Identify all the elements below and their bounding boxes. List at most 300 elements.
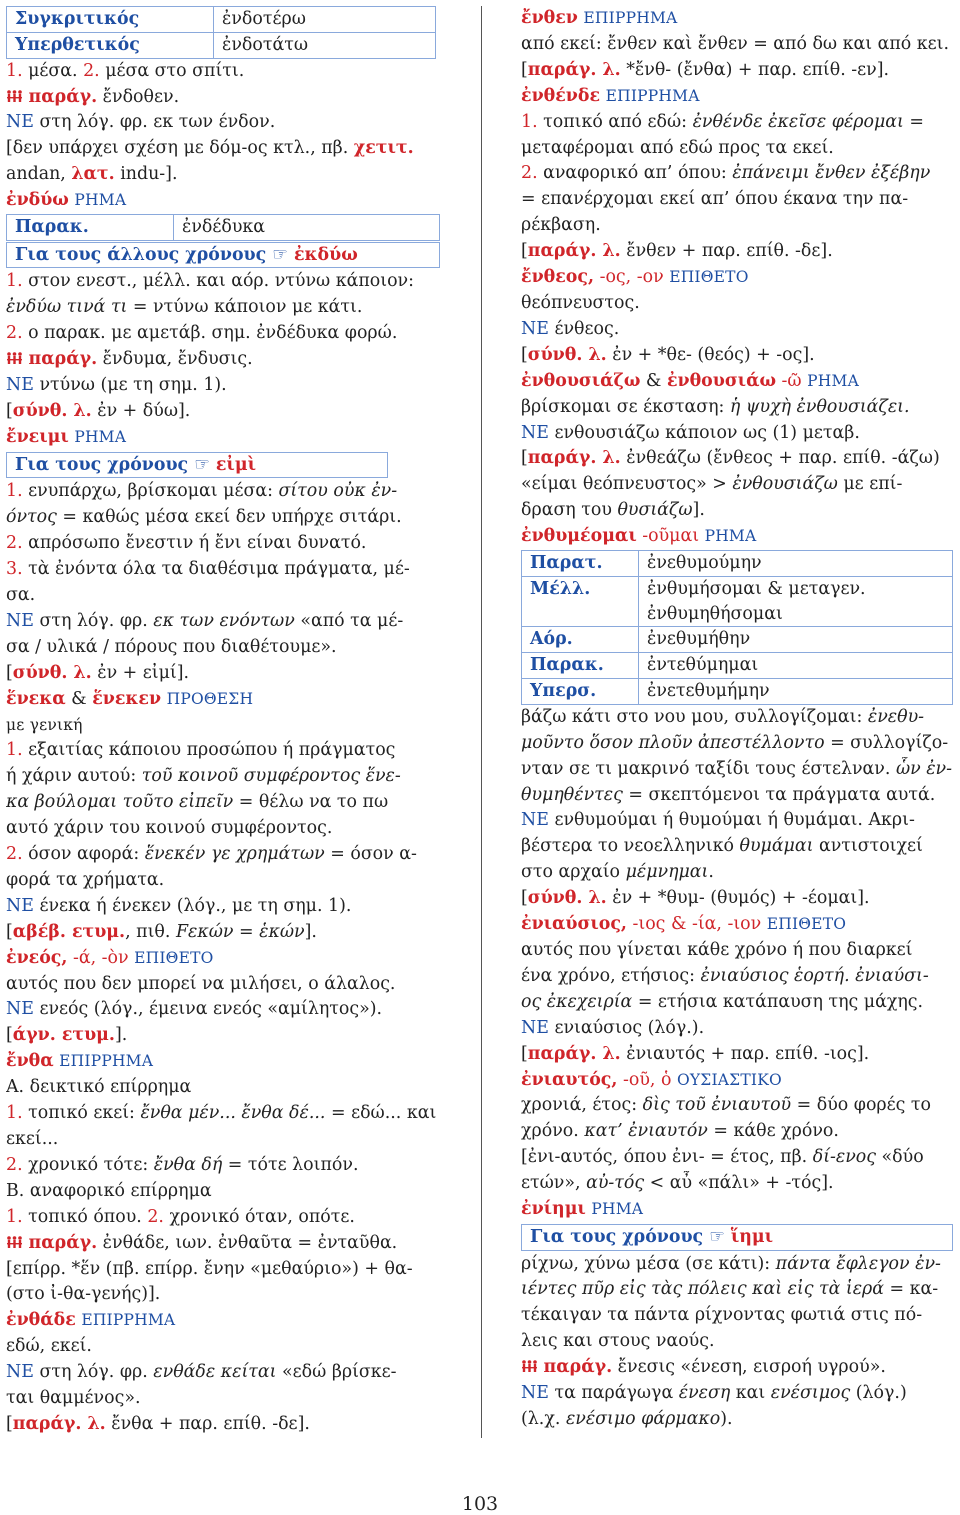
sense-number: 1. <box>6 481 23 502</box>
example: κα βούλομαι τοῦτο εἰπεῖν <box>6 792 234 813</box>
derivative-label: παράγ. <box>28 349 98 370</box>
headword: ἐνιαύσιος, <box>521 914 627 935</box>
text-line <box>521 990 955 1016</box>
cross-reference-link[interactable]: ἵημι <box>730 1226 774 1247</box>
example: ὧν ἐν- <box>895 758 952 779</box>
text-line <box>521 395 955 421</box>
entry-headword <box>521 265 955 291</box>
text: = θέλω να το πω <box>233 792 389 813</box>
headword: ἔνειμι <box>6 426 69 447</box>
text: = ντύνω κάποιον με κάτι. <box>127 297 363 318</box>
text: *ἔνθ- (ἔνθα) + παρ. επίθ. -εν]. <box>620 59 890 80</box>
text-line <box>6 1153 440 1179</box>
text: ἐνθεάζω (ἔνθεος + παρ. επίθ. -άζω) <box>620 448 940 469</box>
text: (λ.χ. <box>521 1408 566 1429</box>
example: μοῦντο ὅσον πλοῦν ἀπεστέλλοντο <box>521 732 825 753</box>
headword: ἐνθάδε <box>6 1310 76 1331</box>
text-line <box>6 269 440 295</box>
headword: ἔνθεος, <box>521 267 595 288</box>
sense-number: 2. <box>83 60 100 81</box>
label: λατ. <box>71 164 115 185</box>
text: χρονιά, έτος: <box>521 1095 643 1116</box>
text: [ <box>6 400 13 421</box>
text: ο παρακ. με αμετάβ. σημ. ἐνδέδυκα φορώ. <box>22 323 398 344</box>
text-line <box>6 1101 440 1127</box>
text-line <box>6 321 440 347</box>
table-key: Αόρ. <box>522 627 639 653</box>
example: όντος <box>6 507 57 528</box>
example: ἐνθένδε ἐκεῖσε φέρομαι <box>692 111 904 132</box>
modern-greek-label: ΝΕ <box>6 1362 34 1383</box>
modern-greek-label: ΝΕ <box>6 999 34 1020</box>
entry-headword <box>6 1049 440 1075</box>
family-glyph-icon <box>6 351 23 365</box>
headword: ἐνδύω <box>6 190 69 211</box>
text-line: [αβέβ. ετυμ., πιθ. Fεκών = ἑκών]. <box>6 921 317 942</box>
text-line: [παράγ. λ. ἔνθα + παρ. επίθ. -δε]. <box>6 1413 310 1434</box>
table-row <box>522 576 953 627</box>
text-line <box>6 531 440 557</box>
text-line <box>6 162 440 188</box>
example: ενέσιμο φάρμακο <box>565 1408 721 1429</box>
text: ενεός (λόγ., έμεινα ενεός «αμίλητος»). <box>33 999 383 1020</box>
table-value: ἐνετεθυμήμην <box>639 679 953 705</box>
pointing-hand-icon: ☞ <box>272 244 288 265</box>
part-of-speech: ΡΗΜΑ <box>74 427 127 446</box>
text-line <box>521 860 955 886</box>
part-of-speech: ΕΠΙΡΡΗΜΑ <box>59 1052 154 1071</box>
sense-number: 1. <box>6 1103 23 1124</box>
headword: ἕνεκεν <box>92 688 162 709</box>
text: «εδώ βρίσκε- <box>276 1362 397 1383</box>
text: = εδώ... και <box>325 1103 437 1124</box>
table-row <box>7 32 436 58</box>
sense-number: 2. <box>6 844 23 865</box>
headword: ἔνθα <box>6 1051 54 1072</box>
text-line <box>6 764 440 790</box>
family-glyph-icon <box>6 89 23 103</box>
table-row <box>7 7 436 33</box>
table-key: Παρακ. <box>522 653 639 679</box>
table-value <box>639 576 953 627</box>
etymology-label: σύνθ. λ. <box>12 400 92 421</box>
text: (λόγ.) <box>850 1383 907 1404</box>
text-line: αυτός που γίνεται κάθε χρόνο ή που διαρκεί <box>521 939 913 960</box>
text-line <box>6 557 440 583</box>
example: δὶς τοῦ ἐνιαυτοῦ <box>642 1095 792 1116</box>
part-of-speech: ΡΗΜΑ <box>807 371 859 390</box>
pointing-hand-icon: ☞ <box>709 1226 725 1247</box>
text: αντιστοιχεί <box>813 836 923 857</box>
text: = δύο φορές το <box>791 1095 932 1116</box>
text: ). <box>720 1408 733 1429</box>
text: ενιαύσιος (λόγ.). <box>548 1017 705 1038</box>
example: ἐνδύω τινά τι <box>6 297 128 318</box>
example: ιέντες πῦρ εἰς τὰς πόλεις καὶ εἰς τὰ ἱερά <box>521 1279 885 1300</box>
text: ἔνδοθεν. <box>97 86 180 107</box>
text-line: [άγν. ετυμ.]. <box>6 1025 128 1046</box>
text: ένα χρόνο, ετήσιος: <box>521 965 701 986</box>
etymology-label: παράγ. λ. <box>527 448 621 469</box>
sense-number: 2. <box>521 163 538 184</box>
modern-greek-label: ΝΕ <box>521 810 549 831</box>
text: = ετήσια κατάπαυση της μάχης. <box>632 991 924 1012</box>
text-line <box>521 317 955 343</box>
table-key: Υπερσ. <box>522 679 639 705</box>
headword: ἔνθεν <box>521 8 578 28</box>
text: εξαιτίας κάποιου προσώπου ή πράγματος <box>22 740 396 761</box>
example: ἔνθα δή <box>153 1154 223 1175</box>
table-value: ἐνδοτέρω <box>214 7 436 33</box>
table-key: Παρατ. <box>522 551 639 577</box>
text-line <box>521 1093 955 1119</box>
text: τοπικό από εδώ: <box>537 111 693 132</box>
example: ενέσιμος <box>770 1383 851 1404</box>
text-line <box>521 783 955 809</box>
entry-headword <box>521 369 955 395</box>
text: = όσον α- <box>324 844 417 865</box>
modern-greek-label: ΝΕ <box>6 610 34 631</box>
part-of-speech: ΕΠΙΡΡΗΜΑ <box>605 86 700 105</box>
family-glyph-icon <box>6 1235 23 1249</box>
text: [δεν υπάρχει σχέση με δόμ-ος κτλ., πβ. <box>6 138 354 159</box>
sense-number: 3. <box>6 559 23 580</box>
text: με επί- <box>837 474 903 495</box>
text: μέσα στο σπίτι. <box>99 60 245 81</box>
tense-table <box>521 550 953 705</box>
entry-headword <box>521 1068 955 1094</box>
text: «είμαι θεόπνευστος» > <box>521 474 733 495</box>
text-line <box>6 399 440 425</box>
text: < αὖ «πάλι» + -τός]. <box>644 1173 834 1194</box>
etymology-label: παράγ. λ. <box>527 1043 621 1064</box>
text-line <box>6 842 440 868</box>
example: ένεση <box>678 1383 731 1404</box>
note-label: Για τους χρόνους <box>15 454 189 475</box>
part-of-speech: ΡΗΜΑ <box>74 191 127 210</box>
headword: ἐνθένδε <box>521 85 601 106</box>
text: στη λόγ. φρ. <box>33 610 154 631</box>
text-line: [σύνθ. λ. ἐν + *θε- (θεός) + -ος]. <box>521 344 815 365</box>
modern-greek-label: ΝΕ <box>521 1383 549 1404</box>
example: πάντα ἔφλεγον ἐν- <box>775 1253 941 1274</box>
text-line <box>6 1360 440 1386</box>
text-line: Β. αναφορικό επίρρημα <box>6 1180 212 1201</box>
text-line <box>521 472 955 498</box>
text: ἐν + εἰμί]. <box>91 662 190 683</box>
example: ἐνεθυ- <box>867 706 925 727</box>
part-of-speech: ΕΠΙΘΕΤΟ <box>669 268 749 287</box>
text: χρόνο. <box>521 1121 585 1142</box>
headword: ἐνιαυτός, <box>521 1069 618 1090</box>
text-line: μεταφέρομαι από εδώ προς τα εκεί. <box>521 137 834 158</box>
text: = σκεπτόμενοι τα πράγματα αυτά. <box>622 784 936 805</box>
left-column <box>6 6 440 1438</box>
text-line: με γενική <box>6 715 83 734</box>
etymology-label: παράγ. λ. <box>12 1413 106 1434</box>
text: ενθυμούμαι ή θυμούμαι ή θυμάμαι. Ακρι- <box>548 810 915 831</box>
inflection: -ῶ <box>776 370 802 391</box>
sense-number: 2. <box>6 323 23 344</box>
entry-headword <box>521 84 955 110</box>
text-line <box>521 498 955 524</box>
example: ἔνθα μέν... ἔνθα δέ... <box>140 1103 326 1124</box>
example: ἐνθουσιάζω <box>732 474 838 495</box>
text: τα παράγωγα <box>548 1383 679 1404</box>
cross-reference-note <box>521 1224 953 1251</box>
text: , πιθ. <box>125 921 176 942</box>
text: . <box>708 862 714 883</box>
text-line <box>6 85 440 111</box>
text-line <box>521 964 955 990</box>
part-of-speech: ΠΡΟΘΕΣΗ <box>166 689 254 708</box>
text: ή χάριν αυτού: <box>6 766 142 787</box>
headword: ἐνθουσιάω <box>666 370 777 391</box>
sense-number: 2. <box>6 1154 23 1175</box>
text: = συλλογίζο- <box>824 732 949 753</box>
tense-table <box>6 214 440 241</box>
text-line: = επανέρχομαι εκεί απ’ όπου έκανα την πα- <box>521 189 909 210</box>
text-line <box>521 705 955 731</box>
text: = <box>903 111 924 132</box>
text-line <box>521 421 955 447</box>
example: μέμνημαι <box>625 862 709 883</box>
sense-number: 2. <box>147 1206 164 1227</box>
etymology-label: άγν. ετυμ. <box>12 1025 115 1046</box>
sense-number: 1. <box>521 111 538 132</box>
headword: ἐνίημι <box>521 1199 586 1220</box>
text: ντύνω (με τη σημ. 1). <box>33 375 227 396</box>
text-line: σα. <box>6 584 36 605</box>
right-column <box>521 6 955 1433</box>
text: μέσα. <box>22 60 84 81</box>
text-line: θεόπνευστος. <box>521 292 640 313</box>
example: κατ’ ἐνιαυτόν <box>584 1121 708 1142</box>
text: ἐνιαυτός + παρ. επίθ. -ιος]. <box>620 1043 870 1064</box>
text-line <box>6 505 440 531</box>
cross-reference-note <box>6 242 440 269</box>
pointing-hand-icon: ☞ <box>194 454 210 475</box>
entry-headword <box>6 425 440 451</box>
text-line <box>521 1016 955 1042</box>
text-line: ται θαμμένος». <box>6 1388 141 1409</box>
example: θυμηθέντες <box>521 784 623 805</box>
text-line <box>521 1407 955 1433</box>
text: βέστερα το νεοελληνικό <box>521 836 740 857</box>
text: νταν σε τι μακρινό ταξίδι τους έστελναν. <box>521 758 896 779</box>
text: και <box>730 1383 771 1404</box>
text-line: (στο ἰ-θα-γενής)]. <box>6 1284 161 1305</box>
text: στον ενεστ., μέλλ. και αόρ. ντύνω κάποιον: <box>22 271 414 292</box>
text-line <box>521 1252 955 1278</box>
text-line <box>521 161 955 187</box>
derivative-label: παράγ. <box>28 86 98 107</box>
text: στο αρχαίο <box>521 862 626 883</box>
text-line <box>521 834 955 860</box>
table-row <box>522 679 953 705</box>
example: τοῦ κοινοῦ συμφέροντος ἕνε- <box>141 766 401 787</box>
headword: ἐνθουσιάζω <box>521 370 641 391</box>
text: ετών», <box>521 1173 587 1194</box>
text: απρόσωπο ἔνεστιν ή ἔνι είναι δυνατό. <box>22 533 367 554</box>
entry-headword <box>521 524 955 550</box>
part-of-speech: ΕΠΙΡΡΗΜΑ <box>81 1311 176 1330</box>
text: ρίχνω, χύνω μέσα (σε κάτι): <box>521 1253 776 1274</box>
text-line <box>521 1355 955 1381</box>
text: indu-]. <box>114 164 178 185</box>
table-row <box>522 551 953 577</box>
etymology-label: σύνθ. λ. <box>12 662 92 683</box>
etymology-label: παράγ. λ. <box>527 59 621 80</box>
text-line: από εκεί: ἔνθεν καὶ ἔνθεν = από δω και από κει. <box>521 33 949 54</box>
modern-greek-label: ΝΕ <box>6 895 34 916</box>
text-line <box>521 731 955 757</box>
text-line <box>521 1145 955 1171</box>
text: ἔνδυμα, ἔνδυσις. <box>97 349 253 370</box>
text: χρονικό όταν, οπότε. <box>163 1206 355 1227</box>
etymology-label: παράγ. λ. <box>527 241 621 262</box>
text: «δύο <box>876 1147 924 1168</box>
entry-headword <box>6 946 440 972</box>
text: = τότε λοιπόν. <box>222 1154 359 1175</box>
entry-headword <box>521 6 955 32</box>
part-of-speech: ΡΗΜΑ <box>591 1200 644 1219</box>
entry-headword <box>6 1308 440 1334</box>
example: εκ των ενόντων <box>153 610 295 631</box>
part-of-speech: ΟΥΣΙΑΣΤΙΚΟ <box>676 1070 782 1089</box>
text-line: αυτό χάριν του κοινού συμφέροντος. <box>6 818 333 839</box>
page-number: 103 <box>461 1493 499 1515</box>
table-row <box>522 653 953 679</box>
example: Fεκών = ἑκών <box>175 921 305 942</box>
text: ἔνθεν + παρ. επίθ. -δε]. <box>620 241 833 262</box>
table-value-line: ἐνθυμηθήσομαι <box>647 603 783 624</box>
text-line: [παράγ. λ. ἔνθεν + παρ. επίθ. -δε]. <box>521 241 833 262</box>
text-line <box>521 808 955 834</box>
entry-headword <box>521 912 955 938</box>
example: δί-ενος <box>812 1147 876 1168</box>
table-row <box>522 627 953 653</box>
text: ἐν + *θυμ- (θυμός) + -έομαι]. <box>606 888 870 909</box>
text: ενυπάρχω, βρίσκομαι μέσα: <box>22 481 279 502</box>
sense-number: 1. <box>6 60 23 81</box>
note-label: Για τους άλλους χρόνους <box>15 244 267 265</box>
text-line <box>6 894 440 920</box>
cross-reference-link[interactable]: ἐκδύω <box>293 244 358 265</box>
text-line <box>521 1119 955 1145</box>
text-line: [παράγ. λ. *ἔνθ- (ἔνθα) + παρ. επίθ. -εν]. <box>521 59 890 80</box>
sense-number: 1. <box>6 740 23 761</box>
modern-greek-label: ΝΕ <box>521 1017 549 1038</box>
text: όσον αφορά: <box>22 844 145 865</box>
example: ἐνιαύσιος ἑορτή. ἐνιαύσι- <box>700 965 929 986</box>
text-line: τέκαιγαν τα πάντα ρίχνοντας φωτιά στις πό- <box>521 1305 923 1326</box>
text-line: εδώ, εκεί. <box>6 1336 92 1357</box>
text: ἐνθάδε, ιων. ἐνθαῦτα = ἐνταῦθα. <box>97 1232 398 1253</box>
example: ἕνεκέν γε χρημάτων <box>144 844 325 865</box>
derivative-label: παράγ. <box>28 1232 98 1253</box>
cross-reference-link[interactable]: εἰμὶ <box>215 454 256 475</box>
text-line: ρέκβαση. <box>521 215 601 236</box>
text-line: [παράγ. λ. ἐνθεάζω (ἔνθεος + παρ. επίθ. -άζω) <box>521 448 940 469</box>
part-of-speech: ΕΠΙΘΕΤΟ <box>766 915 847 934</box>
text-line <box>521 757 955 783</box>
text: τοπικό εκεί: <box>22 1103 141 1124</box>
note-label: Για τους χρόνους <box>530 1226 704 1247</box>
etymology-label: σύνθ. λ. <box>527 888 607 909</box>
entry-headword <box>6 687 440 713</box>
table-value: ἐνεθυμούμην <box>639 551 953 577</box>
cross-reference-note <box>6 452 388 479</box>
text: βάζω κάτι στο νου μου, συλλογίζομαι: <box>521 706 868 727</box>
text-line <box>521 1277 955 1303</box>
text-line: [σύνθ. λ. ἐν + *θυμ- (θυμός) + -έομαι]. <box>521 888 870 909</box>
table-value-line: ἐνθυμήσομαι & μεταγεν. <box>647 578 866 599</box>
text: & <box>640 370 667 391</box>
text-line: εκεί... <box>6 1129 59 1150</box>
example: σίτου οὐκ ἐν- <box>278 481 398 502</box>
text-line: [σύνθ. λ. ἐν + εἰμί]. <box>6 662 190 683</box>
text: = κα- <box>884 1279 939 1300</box>
entry-headword <box>521 1197 955 1223</box>
modern-greek-label: ΝΕ <box>521 422 549 443</box>
example: θυμάμαι <box>739 836 814 857</box>
example: ενθάδε κείται <box>153 1362 277 1383</box>
text-line <box>6 295 440 321</box>
table-key: Παρακ. <box>7 215 174 241</box>
text: αναφορικό απ’ όπου: <box>537 163 733 184</box>
text-line <box>6 110 440 136</box>
table-row <box>7 215 440 241</box>
modern-greek-label: ΝΕ <box>6 112 34 133</box>
inflection: -ά, -ὸν <box>67 947 129 968</box>
etymology-label: σύνθ. λ. <box>527 344 607 365</box>
text: = καθώς μέσα εκεί δεν υπήρχε σιτάρι. <box>56 507 402 528</box>
table-value: ἐντεθύμημαι <box>639 653 953 679</box>
example: θυσιάζω <box>617 500 693 521</box>
text-line <box>6 1205 440 1231</box>
headword: ἐνθυμέομαι <box>521 526 637 547</box>
inflection: -οῦ, ὁ <box>617 1069 672 1090</box>
example: ἐπάνειμι ἔνθεν ἐξέβην <box>732 163 931 184</box>
text-line <box>6 136 440 162</box>
text: ενθουσιάζω κάποιον ως (1) μεταβ. <box>548 422 860 443</box>
text-line <box>6 59 440 85</box>
part-of-speech: ΕΠΙΘΕΤΟ <box>134 948 214 967</box>
inflection: -οῦμαι <box>636 526 700 547</box>
text-line: λεις και στους ναούς. <box>521 1331 715 1352</box>
text-line <box>6 738 440 764</box>
table-value: ἐνδέδυκα <box>174 215 440 241</box>
text-line: [παράγ. λ. ἐνιαυτός + παρ. επίθ. -ιος]. <box>521 1043 870 1064</box>
example: αὐ-τός <box>586 1173 645 1194</box>
text: χρονικό τότε: <box>22 1154 154 1175</box>
text: βρίσκομαι σε έκσταση: <box>521 396 730 417</box>
etymology-label: αβέβ. ετυμ. <box>12 921 126 942</box>
sense-number: 1. <box>6 1206 23 1227</box>
example: ος ἐκεχειρία <box>521 991 633 1012</box>
text: τοπικό όπου. <box>22 1206 148 1227</box>
inflection: -ος, -ον <box>594 267 664 288</box>
text: δραση του <box>521 500 618 521</box>
text-line: σα / υλικά / πόρους που διαθέτουμε». <box>6 636 337 657</box>
modern-greek-label: ΝΕ <box>521 318 549 339</box>
label: χετιτ. <box>353 138 414 159</box>
text: ἔνθα + παρ. επίθ. -δε]. <box>105 1413 310 1434</box>
text-line <box>6 997 440 1023</box>
text-line <box>521 110 955 136</box>
modern-greek-label: ΝΕ <box>6 375 34 396</box>
